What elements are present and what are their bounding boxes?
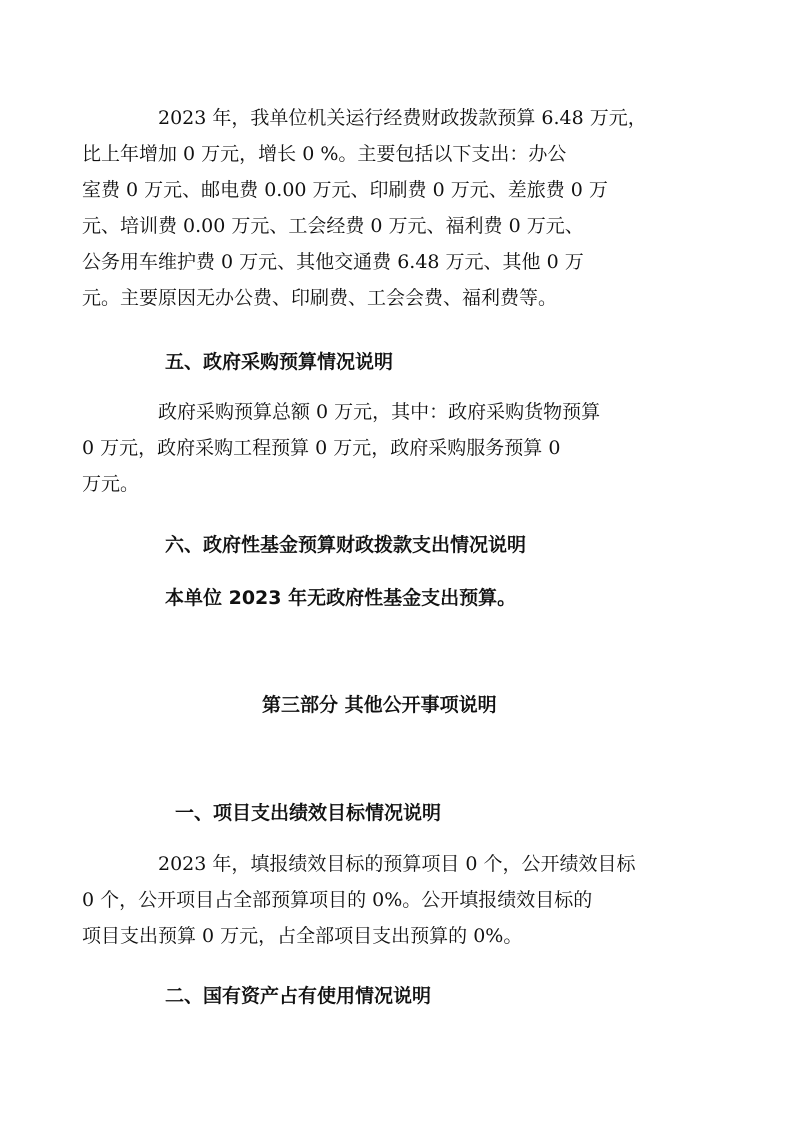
paragraph-line: 比上年增加 0 万元，增长 0 %。主要包括以下支出：办公 (82, 143, 567, 165)
paragraph-line: 万元。 (82, 473, 140, 495)
section-heading-performance-goals: 一、项目支出绩效目标情况说明 (175, 802, 442, 824)
procurement-paragraph (82, 394, 680, 502)
paragraph-line: 室费 0 万元、邮电费 0.00 万元、印刷费 0 万元、差旅费 0 万 (82, 179, 608, 201)
paragraph-line: 元。主要原因无办公费、印刷费、工会会费、福利费等。 (82, 287, 558, 309)
paragraph-line: 元、培训费 0.00 万元、工会经费 0 万元、福利费 0 万元、 (82, 215, 584, 237)
section-heading-procurement: 五、政府采购预算情况说明 (165, 351, 394, 373)
paragraph-line: 公务用车维护费 0 万元、其他交通费 6.48 万元、其他 0 万 (82, 251, 584, 273)
paragraph-line: 政府采购预算总额 0 万元，其中：政府采购货物预算 (158, 401, 601, 423)
paragraph-line: 2023 年，填报绩效目标的预算项目 0 个，公开绩效目标 (158, 853, 636, 875)
performance-goals-paragraph (82, 846, 680, 954)
section-heading-government-fund: 六、政府性基金预算财政拨款支出情况说明 (165, 534, 527, 556)
operating-expense-paragraph (82, 100, 680, 316)
paragraph-line: 0 万元，政府采购工程预算 0 万元，政府采购服务预算 0 (82, 437, 561, 459)
paragraph-line: 2023 年，我单位机关运行经费财政拨款预算 6.48 万元， (158, 107, 647, 129)
paragraph-line: 0 个，公开项目占全部预算项目的 0%。公开填报绩效目标的 (82, 889, 593, 911)
part-three-title: 第三部分 其他公开事项说明 (262, 694, 497, 716)
section-heading-state-assets: 二、国有资产占有使用情况说明 (165, 985, 432, 1007)
government-fund-statement: 本单位 2023 年无政府性基金支出预算。 (165, 587, 517, 609)
paragraph-line: 项目支出预算 0 万元，占全部项目支出预算的 0%。 (82, 925, 523, 947)
